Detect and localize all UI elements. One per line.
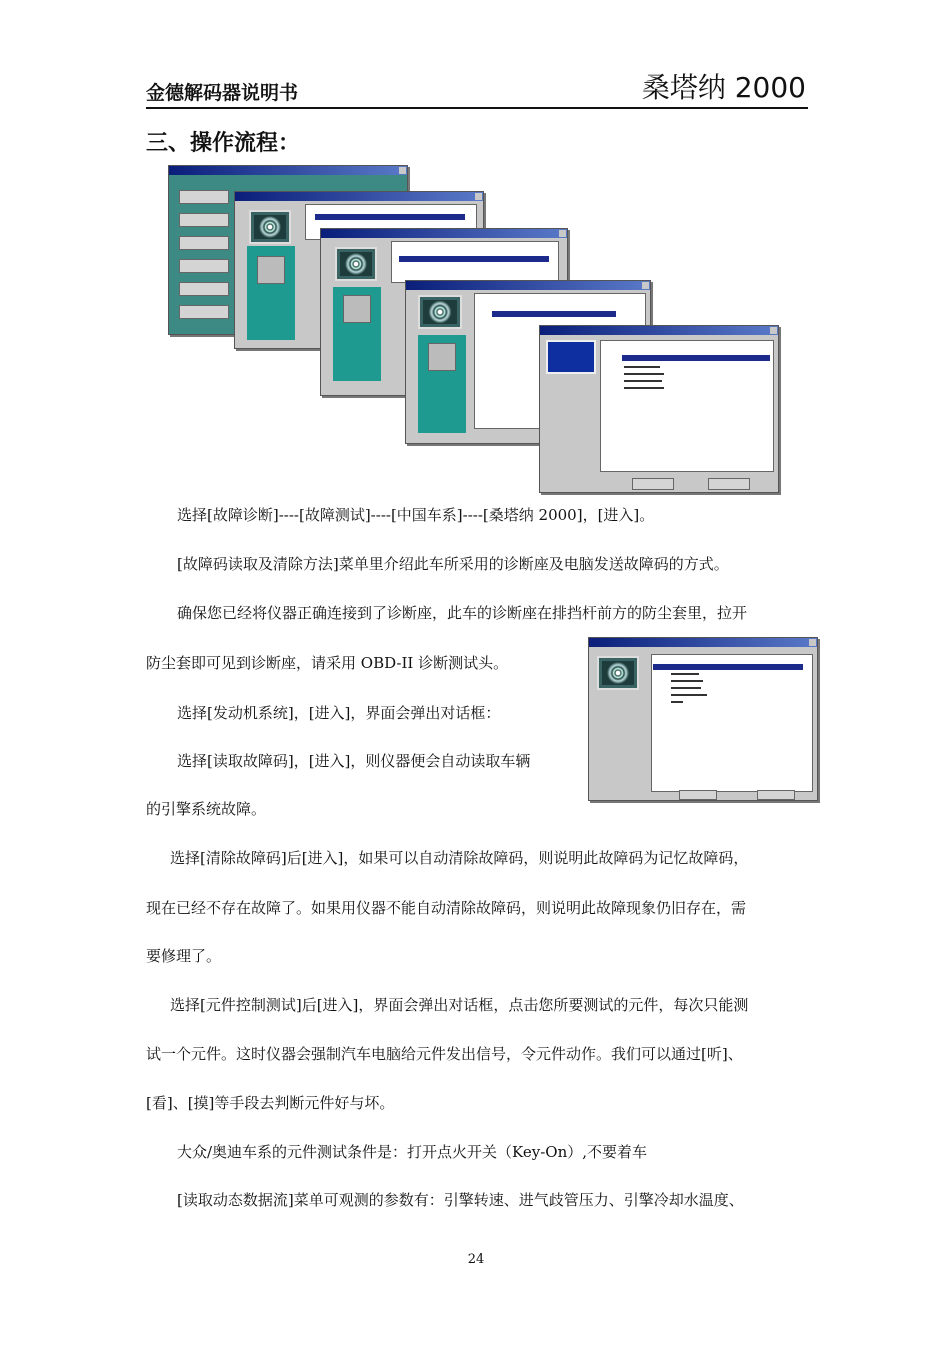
paragraph-4: 选择[发动机系统]，[进入]，界面会弹出对话框：: [177, 704, 501, 722]
header-divider: [146, 107, 808, 109]
document-title: 金德解码器说明书: [146, 82, 299, 104]
paragraph-5: 选择[读取故障码]，[进入]，则仪器便会自动读取车辆: [177, 752, 531, 770]
paragraph-2: [故障码读取及清除方法]菜单里介绍此车所采用的诊断座及电脑发送故障码的方式。: [177, 555, 729, 573]
paragraph-7-cont-1: 试一个元件。这时仪器会强制汽车电脑给元件发出信号，令元件动作。我们可以通过[听]、: [146, 1045, 743, 1063]
paragraph-3-cont: 防尘套即可见到诊断座，请采用 OBD-II 诊断测试头。: [146, 654, 509, 672]
paragraph-6-cont-1: 现在已经不存在故障了。如果用仪器不能自动清除故障码，则说明此故障现象仍旧存在，需: [146, 899, 747, 917]
page-number: 24: [467, 1252, 485, 1267]
paragraph-6: 选择[清除故障码]后[进入]，如果可以自动清除故障码，则说明此故障码为记忆故障码，: [170, 849, 749, 867]
paragraph-8: 大众/奥迪车系的元件测试条件是：打开点火开关（Key-On）,不要着车: [177, 1143, 648, 1161]
paragraph-7: 选择[元件控制测试]后[进入]，界面会弹出对话框，点击您所要测试的元件，每次只能测: [170, 996, 749, 1014]
paragraph-3: 确保您已经将仪器正确连接到了诊断座，此车的诊断座在排挡杆前方的防尘套里，拉开: [177, 604, 748, 622]
section-title: 三、操作流程：: [146, 131, 301, 156]
paragraph-1: 选择[故障诊断]----[故障测试]----[中国车系]----[桑塔纳 2000]，[进入]。: [177, 506, 655, 524]
paragraph-5-cont: 的引擎系统故障。: [146, 800, 267, 818]
paragraph-9: [读取动态数据流]菜单可观测的参数有：引擎转速、进气歧管压力、引擎冷却水温度、: [177, 1191, 744, 1209]
paragraph-7-cont-2: [看]、[摸]等手段去判断元件好与坏。: [146, 1094, 395, 1112]
engine-system-dialog-screenshot: [588, 637, 818, 801]
vehicle-model: 桑塔纳 2000: [641, 71, 806, 104]
trouble-code-method-window: [539, 325, 779, 493]
paragraph-6-cont-2: 要修理了。: [146, 947, 222, 965]
